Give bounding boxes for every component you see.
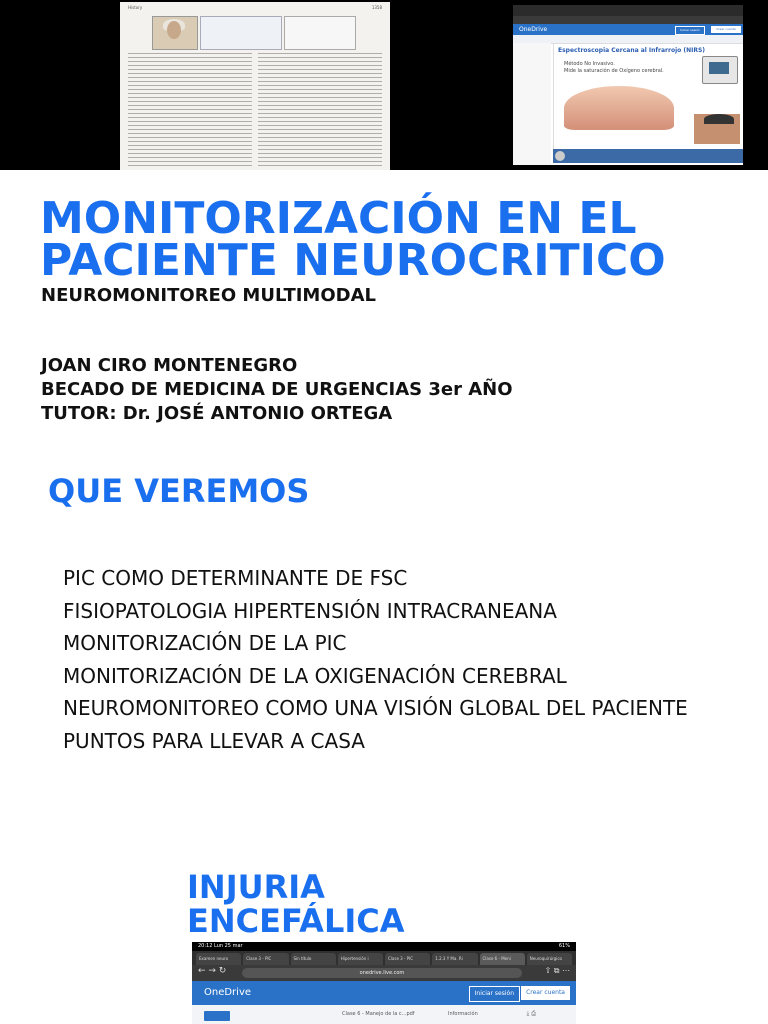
onedrive-brand: OneDrive [204,987,252,998]
schema-figure [200,16,282,50]
agenda-item: FISIOPATOLOGIA HIPERTENSIÓN INTRACRANEANA [63,598,557,623]
onedrive-header [192,981,576,1005]
section-title: QUE VEREMOS [48,472,310,510]
agenda-item: NEUROMONITOREO COMO UNA VISIÓN GLOBAL DEL PACIENTE [63,696,688,720]
agenda-item: MONITORIZACIÓN DE LA OXIGENACIÓN CEREBRAL [63,663,567,688]
seal-icon [555,151,565,161]
browser-tab: Neuroquirúrgico [527,953,572,965]
onedrive-brand: OneDrive [519,26,548,33]
agenda-item: PUNTOS PARA LLEVAR A CASA [63,728,365,753]
url-bar: onedrive.live.com [242,968,522,978]
author-name: JOAN CIRO MONTENEGRO [41,355,298,376]
nirs-slide [553,43,743,153]
browser-tab: Examen neuro [196,953,241,965]
onedrive-toolbar [192,1005,576,1024]
file-name: Clase 6 - Manejo de la c...pdf [342,1011,415,1017]
agenda-list [63,566,703,761]
slide-title: Espectroscopia Cercana al Infrarrojo (NIRS) [558,47,706,54]
nirs-device [702,56,738,84]
signin-button: Iniciar sesión [469,986,520,1002]
toolbar-button [204,1011,230,1021]
agenda-item: MONITORIZACIÓN DE LA PIC [63,631,347,655]
page-subtitle: NEUROMONITOREO MULTIMODAL [41,285,376,306]
toolbar-icons: ⤓ ⎙ [526,1010,536,1017]
paper-header-right: 1358 [371,5,382,10]
browser-tab: Hipertensión i [338,953,383,965]
browser-nav [192,965,576,981]
browser-tab: Clase 3 - PIC [385,953,430,965]
paper-header-left: History [128,5,143,10]
onedrive-bar [513,24,743,35]
signin-button: Iniciar sesión [675,26,705,35]
create-account-button: Crear cuenta [711,26,741,33]
agenda-item: PIC COMO DETERMINANTE DE FSC [63,566,408,590]
paper-figure-image [120,2,390,170]
onedrive-screenshot-image [513,5,743,165]
browser-tabs [192,951,576,965]
info-label: Información [448,1011,478,1017]
browser-tab: Clase 3 - PIC [243,953,288,965]
status-bar: 20:12 Lun 25 mar 61% [192,942,576,951]
create-account-button: Crear cuenta [521,986,570,1000]
browser-tools-icon: ⇧ ⧉ ⋯ [544,966,570,975]
author-tutor: TUTOR: Dr. JOSÉ ANTONIO ORTEGA [41,403,393,424]
browser-tab: Clase 6 - Meni [480,953,525,965]
graph-figure [284,16,356,50]
injury-title: INJURIA ENCEFÁLICA [187,868,405,940]
nav-arrows-icon: ← → ↻ [198,966,227,976]
browser-tab: 1.2.3 Y Ma. Ri [432,953,477,965]
author-role: BECADO DE MEDICINA DE URGENCIAS 3er AÑO [41,379,513,400]
brain-illustration [564,86,674,130]
tablet-screenshot-image [192,942,576,1024]
paper-header [128,5,382,10]
slide-bullets: Método No Invasivo. Mide la saturación de Oxígeno cerebral. [564,61,664,74]
author-block [41,354,513,426]
portrait-image [152,16,198,50]
patient-photo [694,114,740,144]
browser-tab: Sin título [291,953,336,965]
page-title: MONITORIZACIÓN EN EL PACIENTE NEUROCRITICO [40,193,666,286]
